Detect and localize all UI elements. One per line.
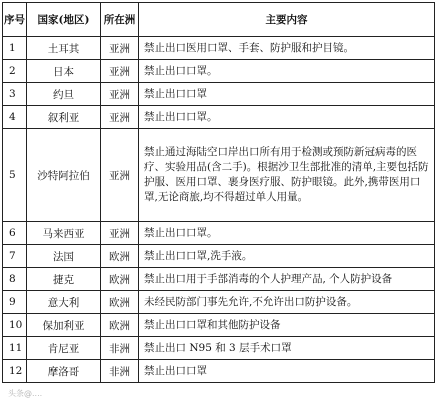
header-country: 国家(地区)	[27, 3, 101, 37]
cell-num: 5	[3, 129, 27, 222]
cell-num: 9	[3, 291, 27, 314]
cell-num: 10	[3, 314, 27, 337]
cell-num: 2	[3, 60, 27, 83]
cell-content: 禁止通过海陆空口岸出口所有用于检测或预防新冠病毒的医疗、实验用品(含二手)。根据沙卫生部批准的清单,主要包括防护服、医用口罩、裹身医疗服、防护眼镜。此外,携带医用口罩,无论商旅,均不得超过单人用量。	[139, 129, 435, 222]
cell-content: 禁止出口 N95 和 3 层手术口罩	[139, 337, 435, 360]
header-content: 主要内容	[139, 3, 435, 37]
cell-country: 捷克	[27, 268, 101, 291]
cell-content: 禁止出口口罩	[139, 360, 435, 383]
cell-content: 禁止出口用于手部消毒的个人护理产品, 个人防护设备	[139, 268, 435, 291]
cell-content: 禁止出口口罩,洗手液。	[139, 245, 435, 268]
cell-country: 意大利	[27, 291, 101, 314]
cell-num: 4	[3, 106, 27, 129]
table-row	[3, 360, 435, 383]
table-row	[3, 222, 435, 245]
cell-country: 肯尼亚	[27, 337, 101, 360]
cell-num: 1	[3, 37, 27, 60]
table-row	[3, 268, 435, 291]
cell-content: 禁止出口口罩。	[139, 222, 435, 245]
watermark: 头条@....	[8, 389, 43, 398]
cell-num: 6	[3, 222, 27, 245]
export-ban-table	[2, 2, 435, 383]
cell-continent: 非洲	[101, 360, 139, 383]
cell-content: 禁止出口口罩。	[139, 60, 435, 83]
cell-num: 11	[3, 337, 27, 360]
table-row	[3, 337, 435, 360]
cell-country: 沙特阿拉伯	[27, 129, 101, 222]
cell-country: 摩洛哥	[27, 360, 101, 383]
cell-content: 禁止出口口罩	[139, 83, 435, 106]
cell-country: 法国	[27, 245, 101, 268]
table-row	[3, 37, 435, 60]
table-row	[3, 106, 435, 129]
cell-continent: 欧洲	[101, 314, 139, 337]
cell-num: 3	[3, 83, 27, 106]
cell-continent: 非洲	[101, 337, 139, 360]
cell-country: 约旦	[27, 83, 101, 106]
cell-continent: 亚洲	[101, 37, 139, 60]
cell-continent: 欧洲	[101, 268, 139, 291]
cell-content: 禁止出口口罩。	[139, 106, 435, 129]
cell-continent: 欧洲	[101, 245, 139, 268]
cell-continent: 亚洲	[101, 83, 139, 106]
cell-continent: 亚洲	[101, 222, 139, 245]
cell-num: 8	[3, 268, 27, 291]
cell-content: 未经民防部门事先允许,不允许出口防护设备。	[139, 291, 435, 314]
table-row	[3, 83, 435, 106]
header-continent: 所在洲	[101, 3, 139, 37]
table-row	[3, 245, 435, 268]
cell-country: 日本	[27, 60, 101, 83]
cell-num: 7	[3, 245, 27, 268]
cell-continent: 亚洲	[101, 129, 139, 222]
cell-content: 禁止出口口罩和其他防护设备	[139, 314, 435, 337]
table-row	[3, 60, 435, 83]
header-num: 序号	[3, 3, 27, 37]
cell-country: 叙利亚	[27, 106, 101, 129]
cell-continent: 亚洲	[101, 60, 139, 83]
table-row	[3, 314, 435, 337]
cell-content: 禁止出口医用口罩、手套、防护服和护目镜。	[139, 37, 435, 60]
table-row	[3, 129, 435, 222]
cell-country: 保加利亚	[27, 314, 101, 337]
cell-continent: 欧洲	[101, 291, 139, 314]
cell-country: 土耳其	[27, 37, 101, 60]
cell-num: 12	[3, 360, 27, 383]
table-header-row	[3, 3, 435, 37]
table-row	[3, 291, 435, 314]
cell-country: 马来西亚	[27, 222, 101, 245]
cell-continent: 亚洲	[101, 106, 139, 129]
